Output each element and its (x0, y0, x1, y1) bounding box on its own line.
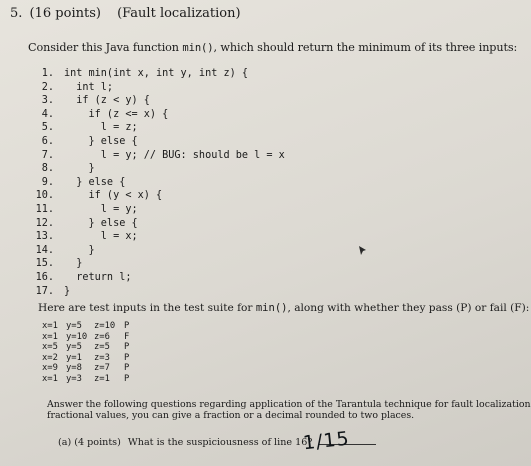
line-number: 17. (35, 285, 54, 297)
line-code: int min(int x, int y, int z) { (64, 68, 249, 79)
code-line (28, 67, 285, 81)
line-code: return l; (64, 271, 132, 283)
code-line (28, 230, 285, 244)
test-y: y=3 (66, 373, 82, 384)
line-code: } else { (64, 135, 138, 147)
test-z: z=5 (94, 342, 110, 352)
test-x: x=2 (42, 352, 58, 363)
tests-intro-before: Here are test inputs in the test suite for (38, 302, 256, 314)
code-line (28, 94, 285, 108)
line-number: 3. (41, 95, 54, 107)
test-z: z=10 (94, 321, 116, 331)
line-number: 9. (41, 176, 54, 188)
line-number: 13. (35, 231, 54, 243)
code-line (28, 285, 285, 299)
tests-intro-func: min() (255, 302, 288, 314)
question-number: 5. (10, 6, 23, 21)
test-row (42, 374, 138, 385)
test-x: x=1 (42, 321, 58, 331)
test-y: y=5 (66, 342, 82, 352)
test-row (42, 321, 138, 332)
code-line (28, 108, 285, 122)
answer-line-2: fractional values, you can give a fraction or a decimal rounded to two places. (47, 409, 415, 421)
test-result: F (124, 331, 130, 342)
line-code: l = y; // BUG: should be l = x (64, 149, 285, 161)
tests-intro-after: , along with whether they pass (P) or fail (F): (287, 302, 530, 314)
code-line (28, 81, 285, 95)
test-row (42, 353, 138, 364)
intro-after: , which should return the minimum of its three inputs: (213, 41, 518, 54)
line-number: 7. (41, 149, 54, 161)
test-row (42, 342, 138, 353)
test-result: P (124, 352, 130, 363)
line-code: } (64, 285, 71, 297)
intro-text (28, 41, 517, 54)
answer-line-1: Answer the following questions regarding application of the Tarantula technique for fault localization (47, 399, 531, 410)
line-number: 5. (41, 122, 54, 134)
test-x: x=9 (42, 363, 58, 373)
test-z: z=1 (94, 373, 110, 384)
line-code: l = x; (64, 231, 138, 243)
answer-instructions (47, 400, 531, 421)
test-result: P (124, 363, 130, 373)
line-number: 14. (35, 244, 54, 256)
line-code: if (y < x) { (64, 190, 163, 202)
cursor-icon (358, 245, 368, 257)
test-x: x=5 (42, 342, 58, 352)
question-header (10, 6, 241, 21)
handwritten-answer: 1/15 (301, 427, 351, 455)
code-line (28, 135, 285, 149)
line-number: 2. (41, 81, 54, 93)
code-line (28, 149, 285, 163)
test-y: y=8 (66, 363, 82, 373)
test-z: z=7 (94, 363, 110, 373)
code-line (28, 162, 285, 176)
test-y: y=5 (66, 321, 82, 331)
question-a-text: What is the suspiciousness of line 16? (127, 437, 313, 448)
line-code: } else { (64, 176, 126, 188)
line-number: 10. (35, 190, 54, 202)
line-code: } (64, 163, 95, 175)
test-result: P (124, 373, 130, 384)
test-suite-table (42, 321, 138, 384)
test-x: x=1 (42, 331, 58, 342)
question-points: (16 points) (29, 6, 101, 21)
line-code: if (z < y) { (64, 95, 150, 107)
line-number: 4. (41, 108, 54, 120)
test-result: P (124, 342, 130, 352)
test-y: y=10 (66, 331, 88, 342)
test-y: y=1 (66, 352, 82, 363)
test-x: x=1 (42, 373, 58, 384)
code-line (28, 244, 285, 258)
code-line (28, 203, 285, 217)
line-code: } (64, 244, 95, 256)
line-number: 11. (35, 203, 54, 215)
line-code: l = z; (64, 122, 138, 134)
line-number: 12. (35, 217, 54, 229)
intro-before: Consider this Java function (28, 41, 183, 54)
tests-intro (38, 302, 529, 314)
test-z: z=6 (94, 331, 110, 342)
line-number: 8. (41, 163, 54, 175)
code-line (28, 121, 285, 135)
line-number: 6. (41, 135, 54, 147)
code-listing (28, 67, 285, 298)
line-number: 15. (35, 258, 54, 270)
code-line (28, 271, 285, 285)
question-title: (Fault localization) (117, 6, 241, 21)
line-code: l = y; (64, 203, 138, 215)
line-code: if (z <= x) { (64, 108, 169, 120)
line-code: } (64, 258, 83, 270)
intro-func: min() (182, 42, 214, 54)
code-line (28, 189, 285, 203)
test-row (42, 332, 138, 343)
code-line (28, 257, 285, 271)
test-result: P (124, 321, 130, 331)
line-number: 1. (41, 68, 54, 79)
test-row (42, 363, 138, 374)
question-a-label: (a) (4 points) (58, 437, 121, 448)
code-line (28, 176, 285, 190)
line-code: int l; (64, 81, 114, 93)
line-code: } else { (64, 217, 138, 229)
test-z: z=3 (94, 352, 110, 363)
line-number: 16. (35, 271, 54, 283)
code-line (28, 217, 285, 231)
